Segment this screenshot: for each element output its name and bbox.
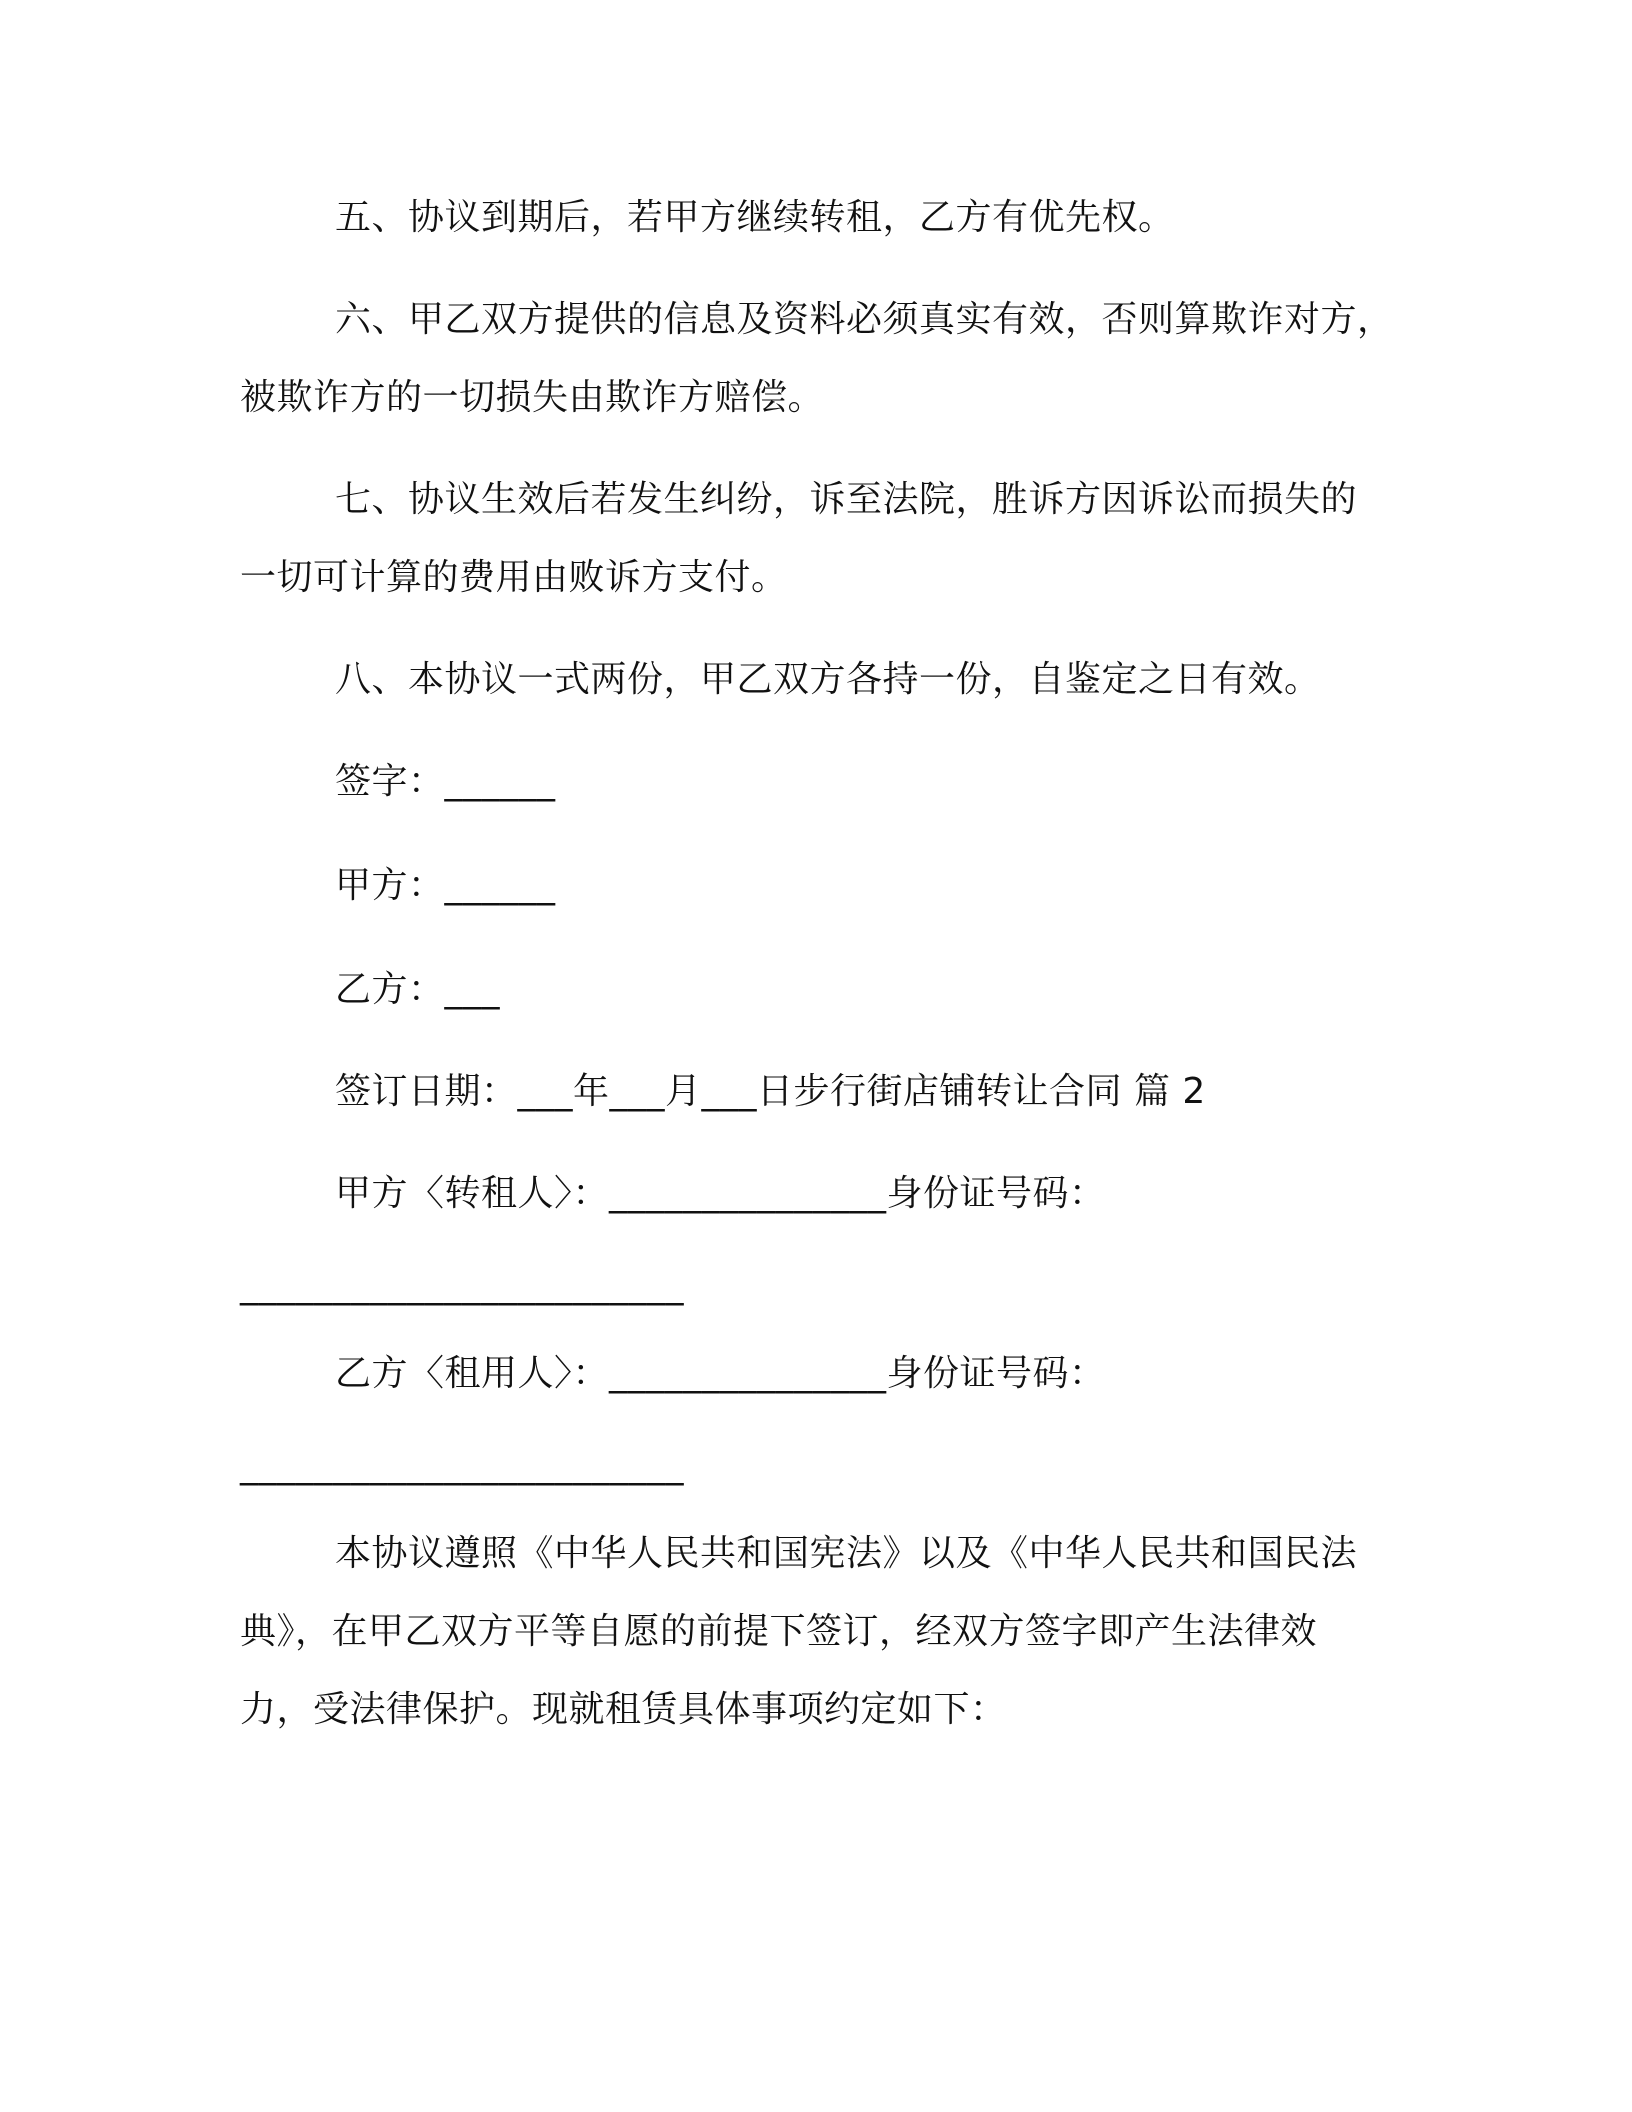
party-a-id-number-blank: ________________________ — [240, 1265, 684, 1306]
clause-5: 五、协议到期后，若甲方继续转租，乙方有优先权。 — [335, 197, 1175, 238]
preamble-line-1: 本协议遵照《中华人民共和国宪法》以及《中华人民共和国民法 — [335, 1533, 1358, 1574]
preamble-line-3: 力，受法律保护。现就租赁具体事项约定如下： — [240, 1689, 1007, 1730]
party-b-signature-line: 乙方：___ — [335, 969, 501, 1010]
signature-line: 签字：______ — [335, 761, 556, 802]
preamble-line-2: 典》，在甲乙双方平等自愿的前提下签订，经双方签字即产生法律效 — [240, 1611, 1318, 1652]
clause-8: 八、本协议一式两份，甲乙双方各持一份，自鉴定之日有效。 — [335, 659, 1321, 700]
clause-6-line-2: 被欺诈方的一切损失由欺诈方赔偿。 — [240, 377, 825, 418]
party-a-sublessor-line: 甲方〈转租人〉：_______________身份证号码： — [335, 1173, 1106, 1214]
party-b-lessee-line: 乙方〈租用人〉：_______________身份证号码： — [335, 1353, 1106, 1394]
party-b-id-number-blank: ________________________ — [240, 1445, 684, 1486]
signing-date-line: 签订日期：___年___月___日步行街店铺转让合同 篇 2 — [335, 1071, 1206, 1112]
clause-6-line-1: 六、甲乙双方提供的信息及资料必须真实有效，否则算欺诈对方， — [335, 299, 1394, 340]
clause-7-line-2: 一切可计算的费用由败诉方支付。 — [240, 557, 788, 598]
party-a-signature-line: 甲方：______ — [335, 865, 556, 906]
clause-7-line-1: 七、协议生效后若发生纠纷，诉至法院，胜诉方因诉讼而损失的 — [335, 479, 1358, 520]
